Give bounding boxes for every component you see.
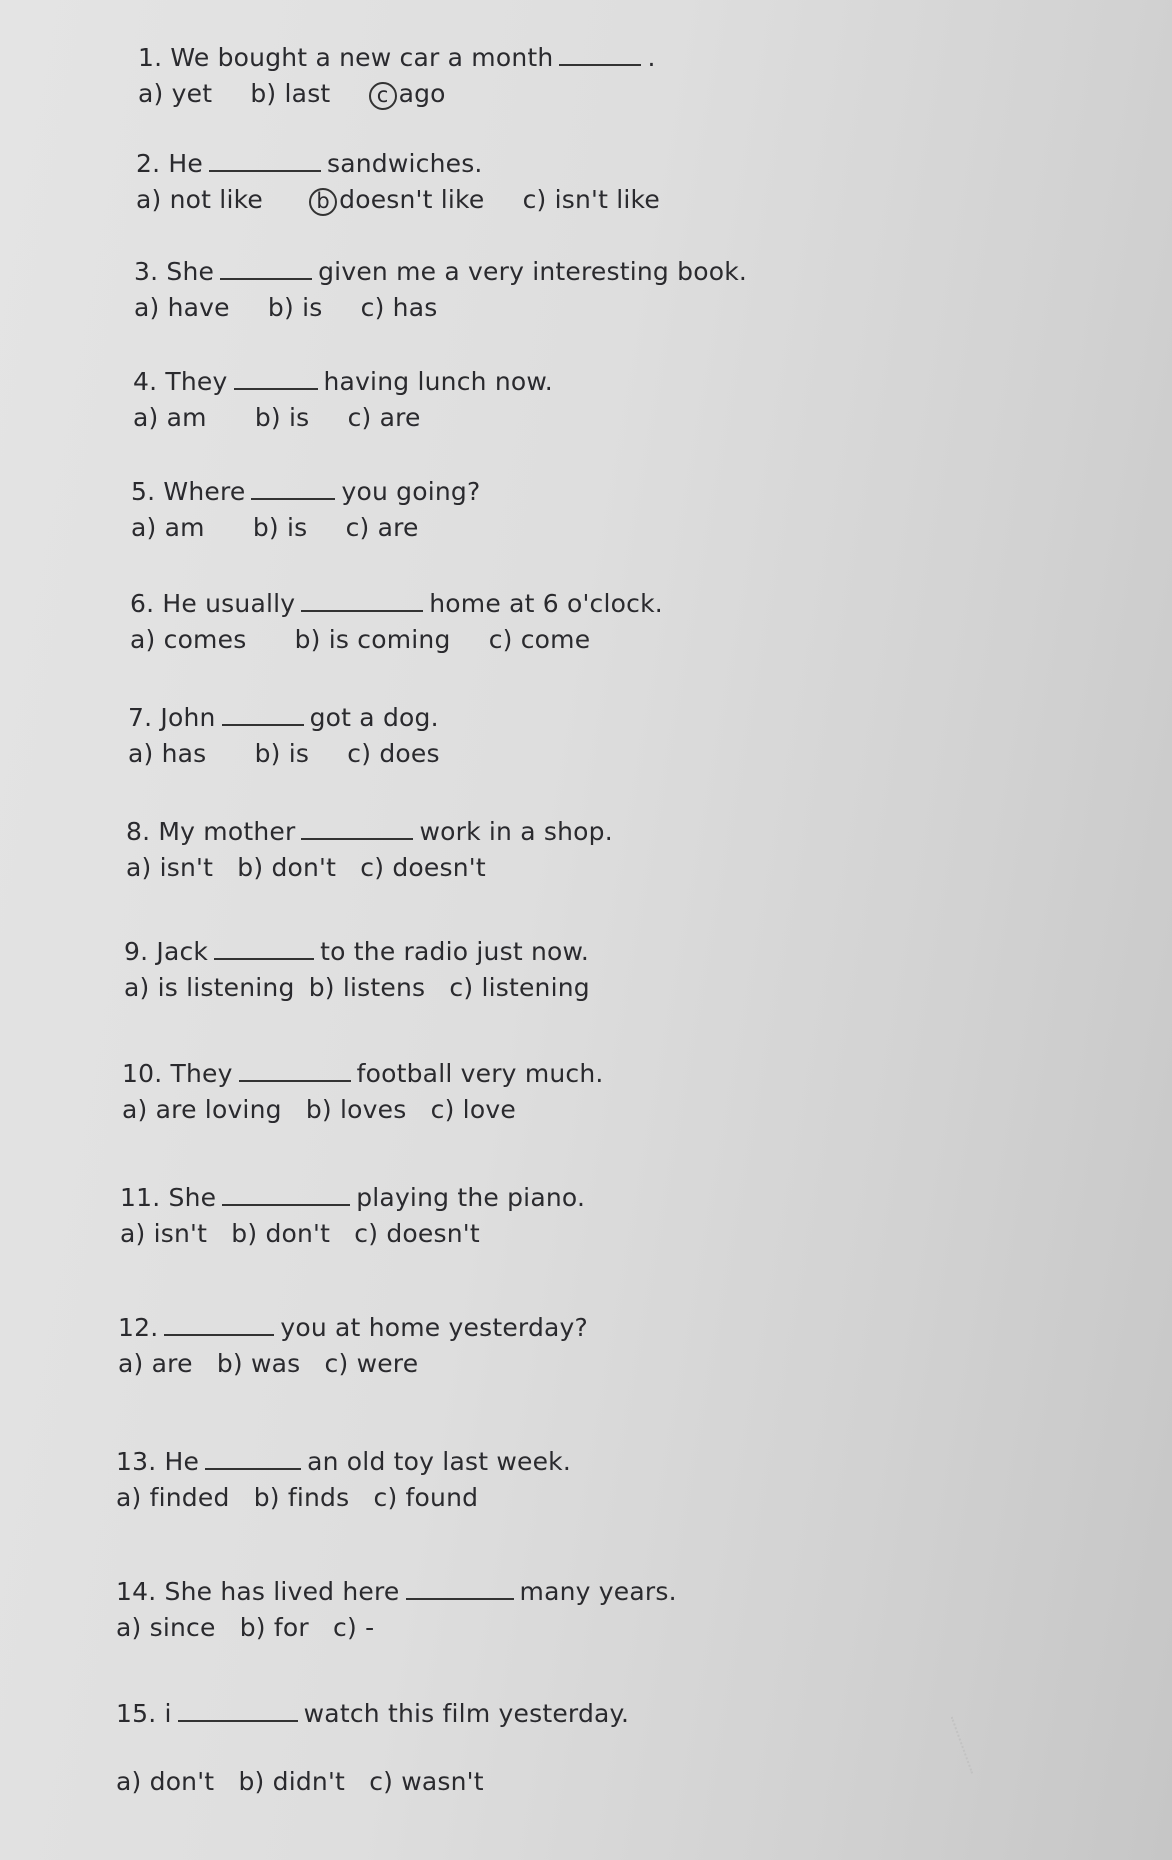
option-a: a) since — [116, 1613, 216, 1642]
option-a: a) have — [134, 293, 230, 322]
question-9 — [124, 934, 606, 1006]
answer-blank — [214, 936, 314, 960]
option-b: b) is — [267, 293, 323, 322]
option-b: b) don't — [237, 853, 337, 882]
options — [136, 182, 690, 218]
option-a: a) are — [118, 1349, 193, 1378]
option-c: c) were — [324, 1349, 419, 1378]
option-b: b) is coming — [294, 625, 451, 654]
question-stem — [122, 1056, 604, 1092]
stem-after: home at 6 o'clock. — [429, 589, 663, 618]
option-c: c) listening — [449, 973, 590, 1002]
option-c: c) isn't like — [522, 185, 660, 214]
option-c-label: ago — [398, 79, 446, 108]
question-stem — [133, 364, 553, 400]
question-stem — [116, 1444, 571, 1480]
stem-before: 2. He — [136, 149, 203, 178]
stem-after: work in a shop. — [419, 817, 613, 846]
answer-blank — [234, 366, 318, 390]
option-b: b) loves — [305, 1095, 407, 1124]
question-5 — [131, 474, 480, 546]
options — [131, 510, 480, 546]
stem-after: an old toy last week. — [307, 1447, 571, 1476]
question-12 — [118, 1310, 588, 1382]
question-stem — [126, 814, 613, 850]
answer-blank — [559, 42, 641, 66]
circled-answer-mark: b — [309, 188, 337, 216]
option-b: b) listens — [308, 973, 426, 1002]
option-b: b) for — [239, 1613, 309, 1642]
option-b: b) is — [252, 513, 308, 542]
option-c — [369, 76, 446, 112]
stem-after: football very much. — [356, 1059, 604, 1088]
stem-after: watch this film yesterday. — [303, 1699, 630, 1728]
option-c: c) doesn't — [360, 853, 486, 882]
option-a: a) not like — [136, 185, 263, 214]
option-c: c) doesn't — [354, 1219, 480, 1248]
options — [116, 1480, 571, 1516]
answer-blank — [406, 1576, 514, 1600]
option-c: c) has — [360, 293, 438, 322]
option-c: c) does — [347, 739, 440, 768]
answer-blank — [209, 148, 321, 172]
options — [133, 400, 553, 436]
stem-after: sandwiches. — [326, 149, 483, 178]
question-8 — [126, 814, 613, 886]
option-a: a) are loving — [122, 1095, 282, 1124]
options — [134, 290, 747, 326]
option-b: b) is — [254, 739, 310, 768]
stem-before: 6. He usually — [130, 589, 296, 618]
option-c: c) come — [488, 625, 591, 654]
option-b: b) didn't — [238, 1767, 346, 1796]
option-c: c) are — [347, 403, 421, 432]
answer-blank — [205, 1446, 301, 1470]
option-a: a) don't — [116, 1767, 215, 1796]
answer-blank — [164, 1312, 274, 1336]
option-a: a) am — [133, 403, 207, 432]
option-c: c) wasn't — [369, 1767, 484, 1796]
question-stem — [120, 1180, 585, 1216]
question-10 — [122, 1056, 604, 1128]
options — [118, 1346, 588, 1382]
stem-after: having lunch now. — [323, 367, 553, 396]
stem-after: many years. — [519, 1577, 677, 1606]
answer-blank — [178, 1698, 298, 1722]
options — [124, 970, 606, 1006]
stem-after: to the radio just now. — [320, 937, 590, 966]
stem-after: playing the piano. — [356, 1183, 586, 1212]
option-c: c) - — [333, 1613, 375, 1642]
option-a: a) has — [128, 739, 207, 768]
stem-before: 8. My mother — [126, 817, 296, 846]
option-a: a) isn't — [126, 853, 214, 882]
options — [138, 76, 656, 112]
option-a: a) yet — [138, 79, 213, 108]
question-stem — [124, 934, 606, 970]
stem-before: 3. She — [134, 257, 215, 286]
stem-after: given me a very interesting book. — [318, 257, 748, 286]
question-1 — [138, 40, 656, 112]
question-11 — [120, 1180, 585, 1252]
stem-after: you going? — [341, 477, 481, 506]
question-15 — [116, 1696, 629, 1800]
question-stem — [128, 700, 470, 736]
stem-before: 11. She — [120, 1183, 217, 1212]
stem-before: 10. They — [122, 1059, 233, 1088]
question-stem — [118, 1310, 588, 1346]
answer-blank — [220, 256, 312, 280]
option-a: a) am — [131, 513, 205, 542]
answer-blank — [222, 702, 304, 726]
option-c: c) love — [430, 1095, 516, 1124]
answer-blank — [239, 1058, 351, 1082]
question-14 — [116, 1574, 677, 1646]
options — [120, 1216, 585, 1252]
options — [116, 1610, 677, 1646]
question-stem — [130, 586, 663, 622]
question-stem — [136, 146, 690, 182]
question-stem — [131, 474, 480, 510]
answer-blank — [251, 476, 335, 500]
question-13 — [116, 1444, 571, 1516]
option-b: b) was — [216, 1349, 301, 1378]
paper-smudge — [951, 1706, 1002, 1773]
options — [126, 850, 613, 886]
stem-before: 9. Jack — [124, 937, 209, 966]
option-b: b) finds — [253, 1483, 350, 1512]
option-b: b) is — [254, 403, 310, 432]
option-a: a) comes — [130, 625, 247, 654]
answer-blank — [222, 1182, 350, 1206]
stem-after: got a dog. — [309, 703, 439, 732]
question-6 — [130, 586, 663, 658]
option-c: c) found — [373, 1483, 479, 1512]
answer-blank — [301, 816, 413, 840]
stem-before: 12. — [118, 1313, 159, 1342]
question-stem — [134, 254, 747, 290]
option-b — [309, 182, 484, 218]
question-3 — [134, 254, 747, 326]
stem-after: . — [647, 43, 656, 72]
question-stem — [138, 40, 656, 76]
question-stem — [116, 1696, 629, 1732]
option-b: b) last — [250, 79, 331, 108]
option-c: c) are — [345, 513, 419, 542]
question-stem — [116, 1574, 677, 1610]
stem-after: you at home yesterday? — [280, 1313, 589, 1342]
option-b-label: doesn't like — [339, 185, 485, 214]
stem-before: 1. We bought a new car a month — [138, 43, 554, 72]
answer-blank — [301, 588, 423, 612]
stem-before: 4. They — [133, 367, 228, 396]
stem-before: 13. He — [116, 1447, 200, 1476]
option-a: a) finded — [116, 1483, 230, 1512]
question-7 — [128, 700, 470, 772]
stem-before: 15. i — [116, 1699, 172, 1728]
stem-before: 14. She has lived here — [116, 1577, 400, 1606]
options — [116, 1764, 629, 1800]
options — [130, 622, 663, 658]
stem-before: 7. John — [128, 703, 216, 732]
option-a: a) is listening — [124, 973, 295, 1002]
circled-answer-mark: c — [369, 82, 397, 110]
question-4 — [133, 364, 553, 436]
question-2 — [136, 146, 690, 218]
options — [128, 736, 470, 772]
option-b: b) don't — [231, 1219, 331, 1248]
stem-before: 5. Where — [131, 477, 246, 506]
options — [122, 1092, 604, 1128]
option-a: a) isn't — [120, 1219, 208, 1248]
